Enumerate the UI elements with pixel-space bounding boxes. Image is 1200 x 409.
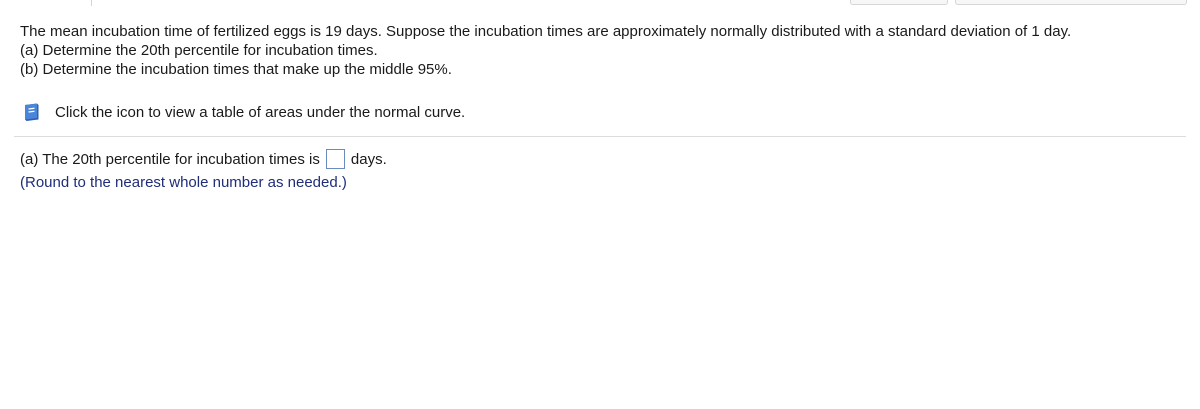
- top-tab-right[interactable]: [955, 0, 1187, 5]
- answer-prefix: (a) The 20th percentile for incubation times is: [20, 150, 320, 168]
- rounding-note: (Round to the nearest whole number as needed.): [20, 174, 347, 191]
- question-part-b: (b) Determine the incubation times that make up the middle 95%.: [20, 61, 452, 78]
- frame-divider: [91, 0, 92, 6]
- top-tab-left[interactable]: [850, 0, 948, 5]
- normal-table-help-link[interactable]: [22, 101, 465, 123]
- answer-input-a[interactable]: [326, 149, 345, 169]
- help-text: Click the icon to view a table of areas under the normal curve.: [55, 103, 466, 121]
- question-text: [20, 22, 1190, 79]
- top-frame-edge: [0, 0, 1200, 6]
- section-divider: [14, 136, 1186, 137]
- question-intro: The mean incubation time of fertilized eggs is 19 days. Suppose the incubation times are approximately normally distributed with a standard deviation of 1 day.: [20, 23, 1072, 40]
- answer-suffix: days.: [350, 150, 387, 168]
- book-icon[interactable]: [22, 102, 42, 122]
- question-part-a: (a) Determine the 20th percentile for incubation times.: [20, 42, 378, 59]
- answer-row-a: [20, 148, 387, 170]
